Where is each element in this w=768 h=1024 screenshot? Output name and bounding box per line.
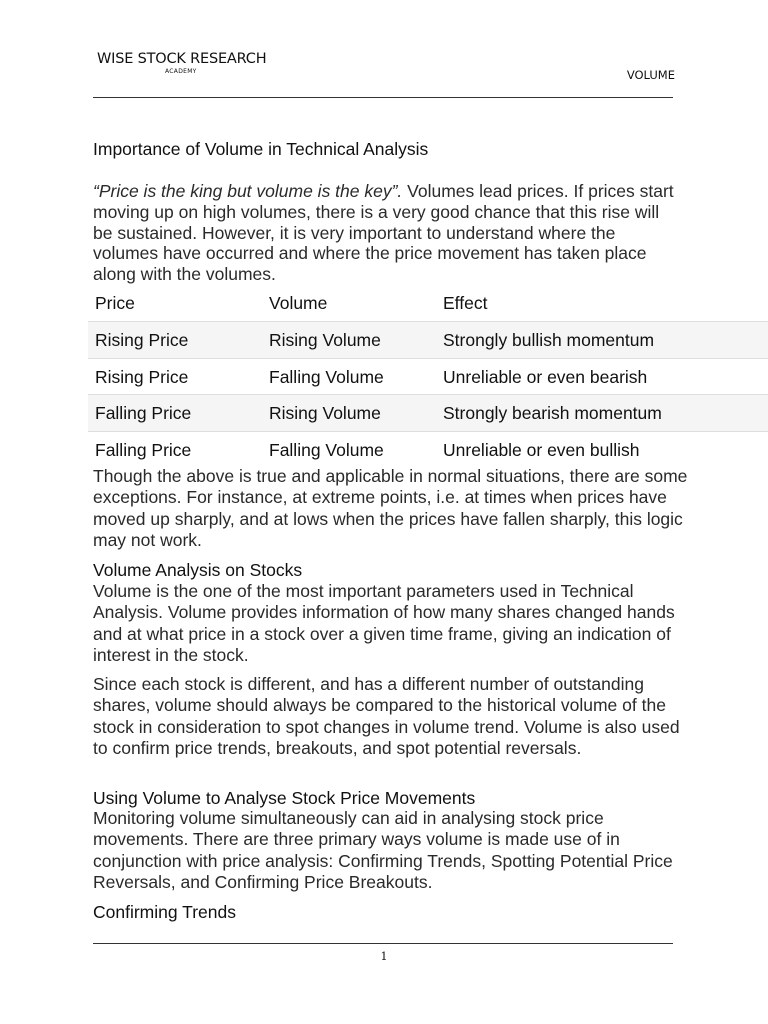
intro-text: Volumes lead prices. If prices start moving up on high volumes, there is a very good chance that this rise will be sustained. However, it is very important to understand where the volumes have occurred and where the price movement has taken place along with the volumes. [93, 181, 674, 285]
volume-analysis-paragraph-2: Since each stock is different, and has a different number of outstanding shares, volume should always be compared to the historical volume of the stock in consideration to spot changes in volume trend. Volume is also used to confirm price trends, breakouts, and spot potential reversals. [93, 674, 680, 758]
volume-effect-table [88, 290, 768, 468]
table-row [88, 322, 768, 359]
table-cell-effect: Strongly bearish momentum [443, 403, 662, 423]
section-heading-using-volume: Using Volume to Analyse Stock Price Movements [93, 788, 476, 808]
footer-divider [93, 943, 673, 944]
table-cell-price: Rising Price [95, 330, 189, 350]
header-section-label: VOLUME [626, 68, 675, 82]
exceptions-paragraph: Though the above is true and applicable in normal situations, there are some exceptions. For instance, at extreme points, i.e. at times when prices have moved up sharply, and at lows when the prices have fallen sharply, this logic may not work. [93, 466, 688, 550]
table-header-row [88, 290, 768, 322]
table-cell-volume: Rising Volume [269, 330, 381, 350]
page-title: Importance of Volume in Technical Analysis [93, 139, 429, 159]
table-cell-effect: Unreliable or even bullish [443, 439, 640, 460]
intro-paragraph [93, 181, 683, 285]
table-row [88, 395, 768, 432]
table-header-effect: Effect [443, 293, 488, 313]
intro-quote: “Price is the king but volume is the key”. [93, 181, 403, 201]
table-cell-volume: Rising Volume [269, 403, 381, 423]
table-cell-price: Falling Price [95, 439, 192, 460]
table-cell-volume: Falling Volume [269, 366, 384, 387]
header-divider [93, 97, 673, 98]
section-heading-confirming-trends: Confirming Trends [93, 902, 236, 922]
table-cell-price: Rising Price [95, 366, 189, 387]
page-number: 1 [380, 950, 388, 963]
logo-sub-text: ACADEMY [165, 68, 197, 75]
logo-main-text: WISE STOCK RESEARCH [97, 51, 267, 67]
using-volume-paragraph: Monitoring volume simultaneously can aid in analysing stock price movements. There are three primary ways volume is made use of in conjunction with price analysis: Confirming Trends, Spotting Potential Price Reversals, and Confirming Price Breakouts. [93, 808, 673, 892]
volume-analysis-paragraph-1: Volume is the one of the most important parameters used in Technical Analysis. Volume provides information of how many shares changed hands and at what price in a stock over a given time frame, giving an indication of interest in the stock. [93, 581, 675, 665]
table-cell-effect: Unreliable or even bearish [443, 366, 648, 387]
table-cell-effect: Strongly bullish momentum [443, 330, 655, 350]
table-header-price: Price [95, 293, 135, 313]
table-row [88, 432, 768, 469]
table-cell-price: Falling Price [95, 403, 192, 423]
company-logo [97, 50, 277, 75]
section-heading-volume-analysis: Volume Analysis on Stocks [93, 560, 303, 580]
table-cell-volume: Falling Volume [269, 439, 384, 460]
table-header-volume: Volume [269, 293, 328, 313]
table-row [88, 359, 768, 396]
